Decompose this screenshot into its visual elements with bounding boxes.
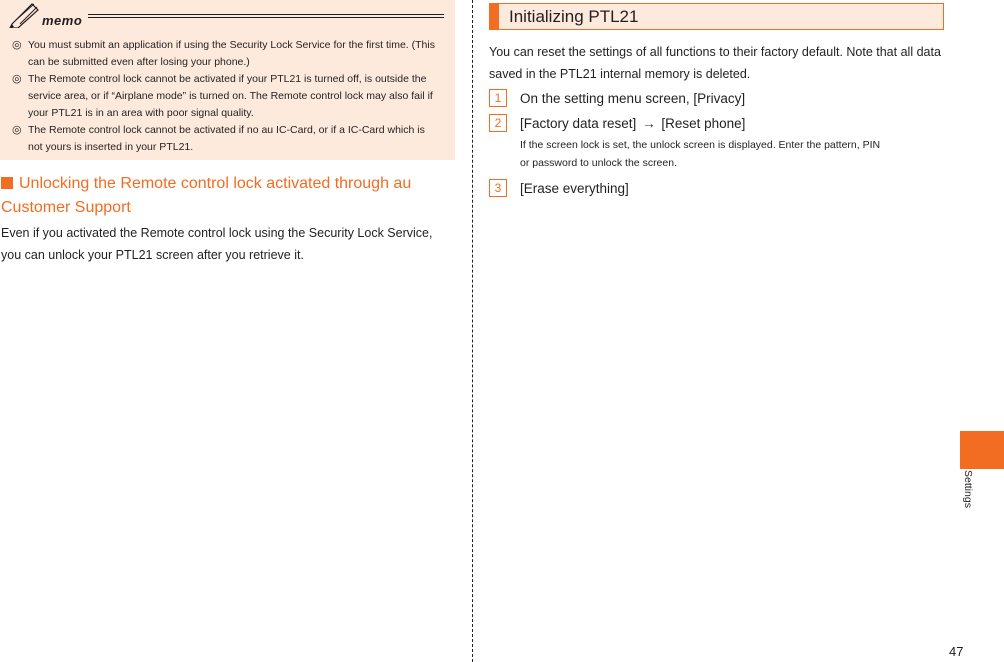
step-number: 3 [489,179,507,197]
memo-item-text: The Remote control lock cannot be activated if your PTL21 is turned off, is outside the service area, or if “Airplane mode” is turned on. The Remote control lock may also fail if your PTL21 is in an area with poor signal quality. [28,73,433,119]
bullet-icon: ◎ [12,39,22,51]
step-text [520,111,949,136]
page-number: 47 [949,644,964,659]
memo-rule [88,14,444,18]
step-item [489,176,949,201]
step-text-b: [Reset phone] [661,116,746,131]
memo-box [0,0,455,160]
title-accent [490,4,499,29]
step-text: On the setting menu screen, [Privacy] [520,91,746,106]
step-text-a: [Factory data reset] [520,116,637,131]
bullet-icon: ◎ [12,124,22,136]
step-item [489,111,949,172]
square-marker-icon [1,177,13,189]
page-title: Initializing PTL21 [509,7,639,26]
memo-label: memo [42,13,83,28]
column-divider [472,0,473,662]
memo-header [8,2,444,28]
step-note: If the screen lock is set, the unlock screen is displayed. Enter the pattern, PIN or password to unlock the screen. [520,139,881,169]
memo-list [12,37,442,156]
arrow-right-icon: → [642,116,656,131]
side-tab-label: Settings [962,470,974,508]
unlock-heading-text: Unlocking the Remote control lock activated through au Customer Support [1,175,412,216]
memo-item-text: The Remote control lock cannot be activated if no au IC-Card, or if a IC-Card which is not yours is inserted in your PTL21. [28,124,425,153]
pencil-icon [8,2,42,28]
memo-item-text: You must submit an application if using the Security Lock Service for the first time. (This can be submitted even after losing your phone.) [28,39,435,68]
step-number: 1 [489,89,507,107]
step-item [489,86,949,111]
step-list [489,86,949,201]
unlock-section-body: Even if you activated the Remote control lock using the Security Lock Service, you can unlock your PTL21 screen after you retrieve it. [1,226,433,262]
init-intro: You can reset the settings of all functions to their factory default. Note that all data saved in the PTL21 internal memory is deleted. [489,45,941,81]
step-number: 2 [489,114,507,132]
memo-item [12,122,442,156]
unlock-section-heading [1,172,441,220]
memo-item [12,37,442,71]
memo-item [12,71,442,122]
bullet-icon: ◎ [12,73,22,85]
section-title-bar [489,3,944,30]
step-text: [Erase everything] [520,181,629,196]
side-tab [960,431,1004,469]
